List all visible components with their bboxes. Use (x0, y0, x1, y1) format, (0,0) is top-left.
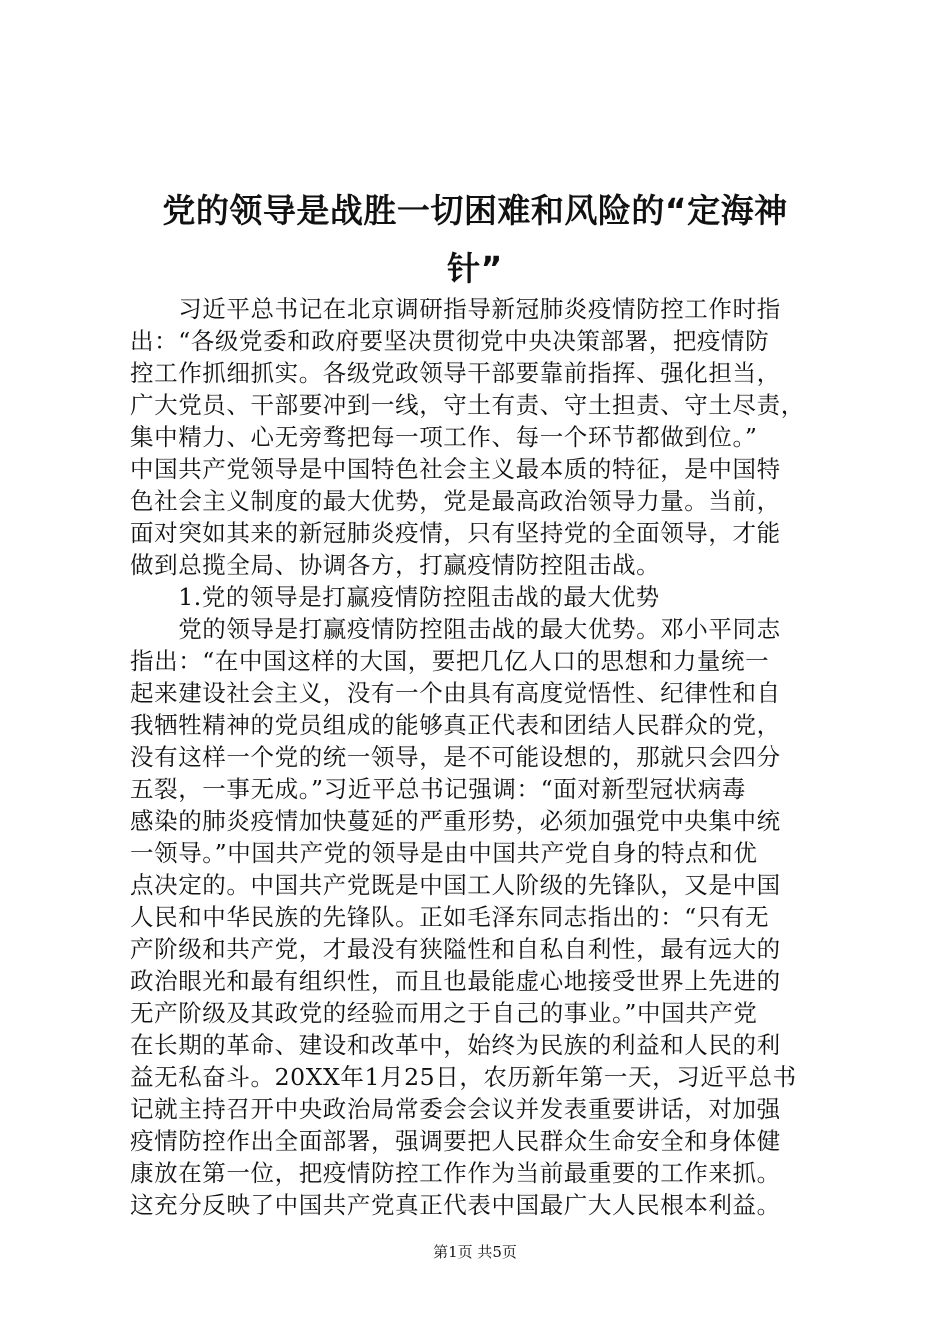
body-line: 出：“各级党委和政府要坚决贯彻党中央决策部署，把疫情防 (130, 327, 770, 355)
body-line: 一领导。”中国共产党的领导是由中国共产党自身的特点和优 (130, 839, 758, 867)
body-text (130, 293, 830, 1221)
body-line: 习近平总书记在北京调研指导新冠肺炎疫情防控工作时指 (130, 295, 781, 323)
document-title (130, 182, 820, 298)
body-line: 中国共产党领导是中国特色社会主义最本质的特征，是中国特 (130, 455, 781, 483)
body-line: 无产阶级及其政党的经验而用之于自己的事业。”中国共产党 (130, 999, 758, 1027)
body-line: 产阶级和共产党，才最没有狭隘性和自私自利性，最有远大的 (130, 935, 781, 963)
body-line: 指出：“在中国这样的大国，要把几亿人口的思想和力量统一 (130, 647, 770, 675)
body-line: 疫情防控作出全面部署，强调要把人民群众生命安全和身体健 (130, 1127, 781, 1155)
body-line: 做到总揽全局、协调各方，打赢疫情防控阻击战。 (130, 551, 661, 579)
body-line: 色社会主义制度的最大优势，党是最高政治领导力量。当前， (130, 487, 781, 515)
body-line: 党的领导是打赢疫情防控阻击战的最大优势。邓小平同志 (130, 615, 781, 643)
body-line: 广大党员、干部要冲到一线，守土有责、守土担责、守土尽责， (130, 391, 805, 419)
page-footer: 第1页 共5页 (433, 1243, 517, 1261)
body-line: 集中精力、心无旁骛把每一项工作、每一个环节都做到位。” (130, 423, 758, 451)
body-line: 控工作抓细抓实。各级党政领导干部要靠前指挥、强化担当， (130, 359, 781, 387)
body-line: 政治眼光和最有组织性，而且也最能虚心地接受世界上先进的 (130, 967, 781, 995)
body-line: 在长期的革命、建设和改革中，始终为民族的利益和人民的利 (130, 1031, 781, 1059)
body-line: 点决定的。中国共产党既是中国工人阶级的先锋队，又是中国 (130, 871, 781, 899)
body-line: 1.党的领导是打赢疫情防控阻击战的最大优势 (130, 583, 660, 611)
body-line: 没有这样一个党的统一领导，是不可能设想的，那就只会四分 (130, 743, 781, 771)
body-line: 起来建设社会主义，没有一个由具有高度觉悟性、纪律性和自 (130, 679, 781, 707)
body-line: 益无私奋斗。20XX年1月25日，农历新年第一天，习近平总书 (130, 1063, 797, 1091)
body-line: 五裂，一事无成。”习近平总书记强调：“面对新型冠状病毒 (130, 775, 746, 803)
body-line: 记就主持召开中央政治局常委会会议并发表重要讲话，对加强 (130, 1095, 781, 1123)
body-line: 面对突如其来的新冠肺炎疫情，只有坚持党的全面领导，才能 (130, 519, 781, 547)
body-line: 我牺牲精神的党员组成的能够真正代表和团结人民群众的党， (130, 711, 781, 739)
body-line: 这充分反映了中国共产党真正代表中国最广大人民根本利益。 (130, 1191, 781, 1219)
body-line: 康放在第一位，把疫情防控工作作为当前最重要的工作来抓。 (130, 1159, 781, 1187)
title-line-1: 党的领导是战胜一切困难和风险的“定海神 (162, 191, 788, 230)
body-line: 感染的肺炎疫情加快蔓延的严重形势，必须加强党中央集中统 (130, 807, 781, 835)
body-line: 人民和中华民族的先锋队。正如毛泽东同志指出的：“只有无 (130, 903, 770, 931)
title-line-2: 针” (447, 249, 503, 288)
